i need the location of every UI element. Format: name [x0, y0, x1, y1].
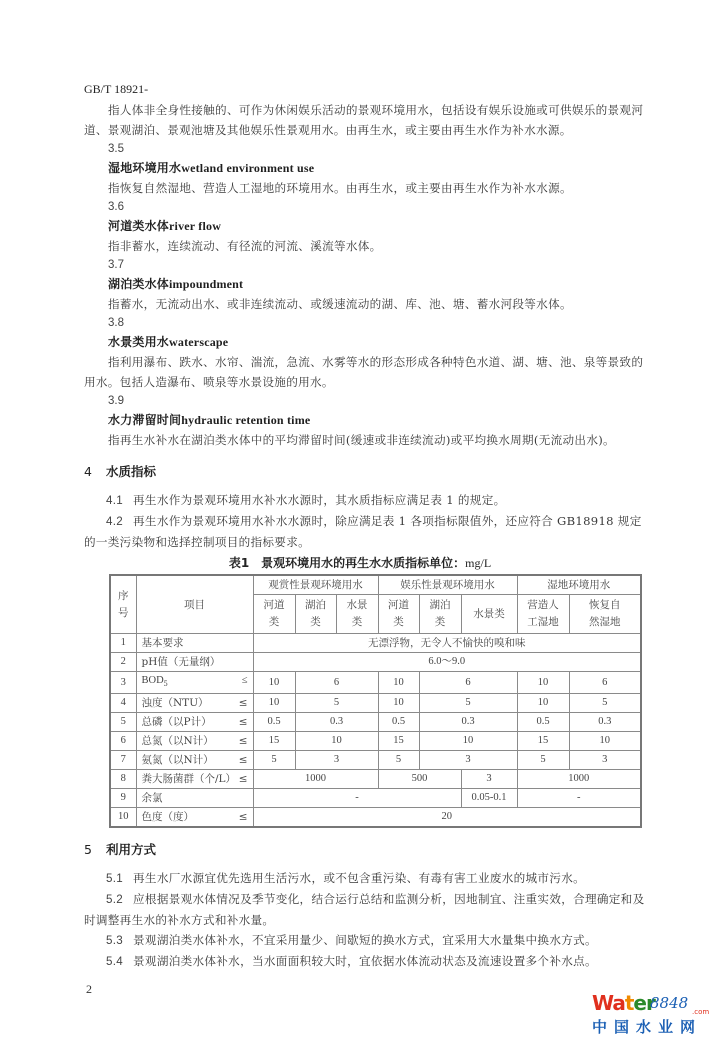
chapter-number: 4	[84, 464, 92, 479]
header-sub: 河道类	[378, 595, 419, 634]
cell-value: 0.3	[295, 713, 378, 732]
chapter-title: 水质指标	[105, 464, 156, 479]
page-footer	[0, 978, 720, 1048]
cell-item: pH值（无量纲）	[136, 653, 253, 672]
chapter-title: 利用方式	[105, 842, 156, 858]
cell-item: 余氯	[136, 789, 253, 808]
term-definition: 指非蓄水，连续流动、有径流的河流、溪流等水体。	[108, 239, 382, 253]
cell-item: ≤ 色度（度）	[136, 808, 253, 828]
header-group: 娱乐性景观环境用水	[378, 575, 517, 595]
cell-value: 0.3	[419, 713, 517, 732]
cell-value: 1000	[517, 770, 641, 789]
cell-value: 3	[295, 751, 378, 770]
term-number: 3.7	[108, 259, 124, 271]
term-definition: 指再生水补水在湖泊类水体中的平均滞留时间(缓速或非连续流动)或平均换水周期(无流动出水)。	[108, 433, 615, 447]
clause-text: 再生水作为景观环境用水补水水源时，其水质指标应满足表 1 的规定。	[133, 493, 506, 507]
header-seq: 序号	[110, 575, 136, 634]
cell-item: 基本要求	[136, 634, 253, 653]
term-title-cn: 河道类水体	[108, 219, 170, 233]
cell-value: -	[517, 789, 641, 808]
term-definition: 指利用瀑布、跌水、水帘、湍流，急流、水雾等水的形态形成各种特色水道、湖、塘、池、泉等景致的用水。包括人造瀑布、喷泉等水景设施的用水。	[84, 355, 644, 389]
header-sub: 水景类	[336, 595, 378, 634]
cell-item: ≤ 浊度（NTU）	[136, 694, 253, 713]
logo-wordmark: Water	[592, 991, 655, 1016]
cell-seq: 1	[110, 634, 136, 653]
cell-value: 5	[253, 751, 295, 770]
standard-code: GB/T 18921-	[84, 82, 149, 96]
cell-value: 0.5	[253, 713, 295, 732]
clause	[84, 868, 650, 889]
intro-paragraph: 指人体非全身性接触的、可作为休闲娱乐活动的景观环境用水，包括设有娱乐设施或可供娱乐的景观河道、景观湖泊、景观池塘及其他娱乐性景观用水。由再生水，或主要由再生水作为补水水源。	[84, 103, 644, 137]
clause-text: 再生水厂水源宜优先选用生活污水，或不包含重污染、有毒有害工业废水的城市污水。	[133, 871, 585, 886]
cell-value: 3	[569, 751, 641, 770]
term-title-en: impoundment	[169, 277, 244, 291]
cell-value: 10	[378, 694, 419, 713]
header-sub: 湖泊类	[419, 595, 461, 634]
cell-value: 10	[253, 672, 295, 694]
cell-value: 3	[419, 751, 517, 770]
clause-number: 4.2	[106, 515, 124, 528]
cell-value: -	[253, 789, 461, 808]
term-number: 3.9	[108, 395, 124, 407]
le-symbol: ≤	[238, 716, 248, 729]
table-header-row	[110, 575, 641, 595]
cell-value: 15	[517, 732, 569, 751]
page-number: 2	[86, 982, 92, 997]
table-caption	[0, 554, 720, 572]
clause	[84, 951, 650, 972]
term-title-cn: 水力滞留时间	[108, 413, 182, 427]
logo-tld: .com	[692, 1008, 710, 1017]
cell-seq: 6	[110, 732, 136, 751]
le-symbol: ≤	[238, 811, 248, 824]
clause-text: 景观湖泊类水体补水，不宜采用量少、间歇短的换水方式，宜采用大水量集中换水方式。	[133, 933, 597, 948]
cell-value: 10	[517, 672, 569, 694]
cell-seq: 4	[110, 694, 136, 713]
le-symbol: ≤	[238, 773, 248, 786]
table-caption-text: 表1 景观环境用水的再生水水质指标单位：	[228, 556, 466, 570]
term-title	[108, 217, 720, 236]
cell-value: 20	[253, 808, 641, 828]
clause-number: 4.1	[106, 494, 124, 507]
term-title-cn: 湿地环境用水	[108, 161, 182, 175]
cell-value: 10	[253, 694, 295, 713]
table-row	[110, 672, 641, 694]
header-sub: 营造人工湿地	[517, 595, 569, 634]
header-sub: 湖泊类	[295, 595, 336, 634]
cell-value: 15	[253, 732, 295, 751]
cell-seq: 5	[110, 713, 136, 732]
clause-text: 景观湖泊类水体补水，当水面面积较大时，宜依据水体流动状态及流速设置多个补水点。	[133, 954, 597, 969]
term-definition: 指蓄水，无流动出水、或非连续流动、或缓速流动的湖、库、池、塘、蓄水河段等水体。	[108, 297, 572, 311]
cell-value: 15	[378, 732, 419, 751]
term-title-en: river flow	[169, 219, 222, 233]
term-number: 3.8	[108, 317, 124, 329]
header-sub: 河道类	[253, 595, 295, 634]
cell-value: 10	[569, 732, 641, 751]
term-title	[108, 333, 720, 352]
cell-seq: 3	[110, 672, 136, 694]
table-row	[110, 634, 641, 653]
header-sub: 恢复自然湿地	[569, 595, 641, 634]
table-unit: mg/L	[465, 556, 492, 570]
chapter-number: 5	[84, 842, 92, 858]
clause-text: 应根据景观水体情况及季节变化，结合运行总结和监测分析，因地制宜、注重实效，合理确定和及时调整再生水的补水方式和补水量。	[84, 892, 645, 928]
cell-seq: 9	[110, 789, 136, 808]
header-group: 湿地环境用水	[517, 575, 641, 595]
term-definition: 指恢复自然湿地、营造人工湿地的环境用水。由再生水，或主要由再生水作为补水水源。	[108, 181, 572, 195]
cell-value: 0.05-0.1	[461, 789, 517, 808]
header-sub: 水景类	[461, 595, 517, 634]
term-title	[108, 159, 720, 178]
term-number: 3.5	[108, 143, 124, 155]
clause	[84, 511, 650, 552]
clause-number: 5.4	[106, 955, 124, 969]
term-title-en: waterscape	[169, 335, 229, 349]
cell-seq: 10	[110, 808, 136, 828]
term-title	[108, 411, 720, 430]
clause-number: 5.1	[106, 872, 124, 886]
cell-item: ≤ 氨氮（以N计）	[136, 751, 253, 770]
clause	[84, 930, 650, 951]
cell-value: 5	[295, 694, 378, 713]
table-row	[110, 732, 641, 751]
cell-value: 6.0～9.0	[253, 653, 641, 672]
cell-value: 500	[378, 770, 461, 789]
term-title-en: wetland environment use	[181, 161, 315, 175]
cell-value: 6	[419, 672, 517, 694]
cell-value: 5	[378, 751, 419, 770]
water-quality-table	[109, 574, 642, 828]
le-symbol: ≤	[238, 754, 248, 767]
cell-seq: 8	[110, 770, 136, 789]
term-number: 3.6	[108, 201, 124, 213]
table-row	[110, 751, 641, 770]
cell-value: 0.5	[517, 713, 569, 732]
term-title-en: hydraulic retention time	[181, 413, 311, 427]
chapter-heading	[84, 462, 720, 482]
cell-item: ≤ 总磷（以P计）	[136, 713, 253, 732]
table-row	[110, 770, 641, 789]
cell-value: 0.3	[569, 713, 641, 732]
header-group: 观赏性景观环境用水	[253, 575, 378, 595]
watermark-logo	[588, 992, 716, 1042]
cell-value: 5	[569, 694, 641, 713]
term-title-cn: 湖泊类水体	[108, 277, 170, 291]
clause-number: 5.3	[106, 934, 124, 948]
cell-value: 无漂浮物，无令人不愉快的嗅和味	[253, 634, 641, 653]
table-row	[110, 653, 641, 672]
cell-value: 5	[517, 751, 569, 770]
clause-text: 再生水作为景观环境用水补水水源时，除应满足表 1 各项指标限值外，还应符合 GB18918 规定的一类污染物和选择控制项目的指标要求。	[84, 514, 642, 549]
logo-cn-name: 中国水业网	[592, 1018, 703, 1037]
cell-item: ≤ 总氮（以N计）	[136, 732, 253, 751]
le-symbol: ≤	[238, 697, 248, 710]
table-row	[110, 694, 641, 713]
header-item: 项目	[136, 575, 253, 634]
term-title-cn: 水景类用水	[108, 335, 170, 349]
cell-seq: 7	[110, 751, 136, 770]
cell-value: 6	[569, 672, 641, 694]
cell-value: 6	[295, 672, 378, 694]
logo-digits: 8848	[650, 994, 689, 1013]
table-row	[110, 713, 641, 732]
cell-value: 10	[378, 672, 419, 694]
cell-seq: 2	[110, 653, 136, 672]
cell-item: ≤ 粪大肠菌群（个/L）	[136, 770, 253, 789]
table-row	[110, 808, 641, 828]
clause-number: 5.2	[106, 893, 124, 907]
cell-value: 10	[419, 732, 517, 751]
chapter-heading	[84, 840, 720, 860]
le-symbol: ≤	[241, 675, 248, 686]
cell-value: 10	[517, 694, 569, 713]
table-row	[110, 789, 641, 808]
cell-value: 1000	[253, 770, 378, 789]
clause	[84, 490, 650, 511]
clause	[84, 889, 650, 930]
le-symbol: ≤	[238, 735, 248, 748]
cell-value: 0.5	[378, 713, 419, 732]
cell-value: 10	[295, 732, 378, 751]
cell-value: 5	[419, 694, 517, 713]
cell-item: ≤ $BOD_5$	[136, 672, 253, 694]
term-title	[108, 275, 720, 294]
cell-value: 3	[461, 770, 517, 789]
